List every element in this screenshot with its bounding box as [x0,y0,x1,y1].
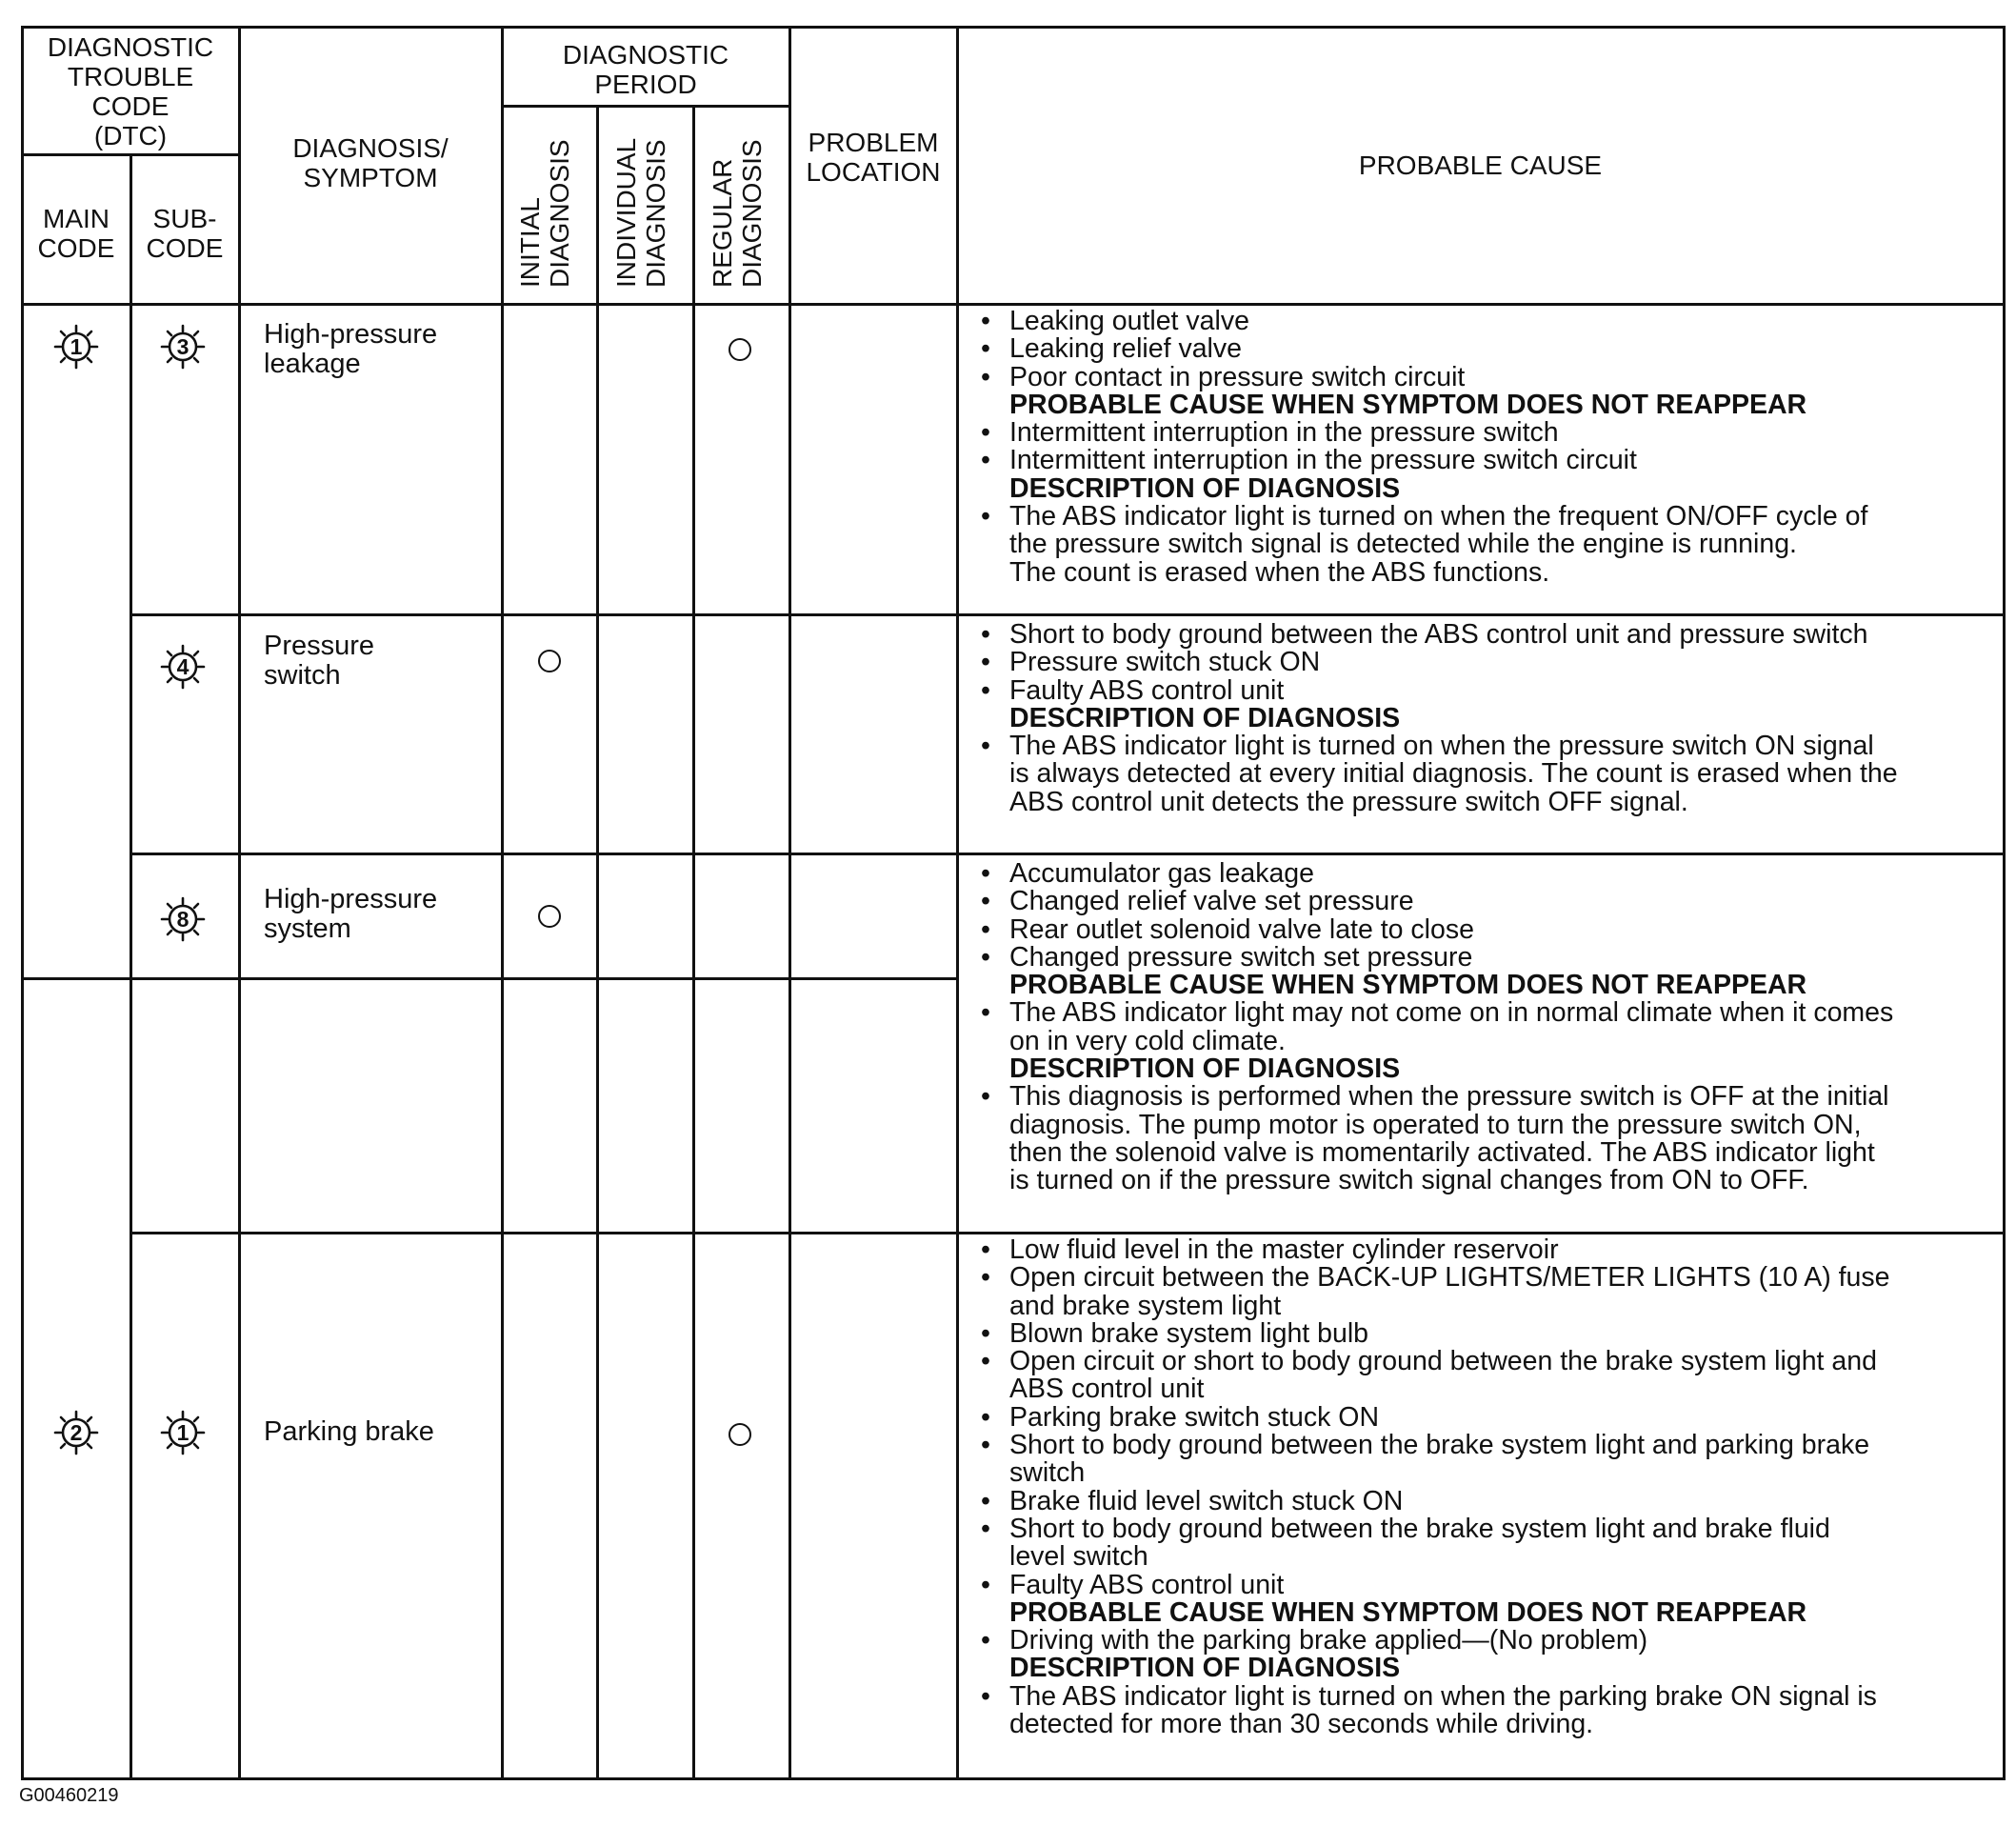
problem-header-line: PROBLEM [808,128,939,157]
sub-code-header-line: SUB- [152,204,217,233]
regular-header-line: DIAGNOSIS [737,139,767,288]
cause-heading: DESCRIPTION OF DIAGNOSIS [1009,702,1401,733]
cause-heading: DESCRIPTION OF DIAGNOSIS [1009,1653,1401,1684]
symptom-line: High-pressure [264,884,438,914]
symptom-parking-brake [264,1417,434,1447]
rule-row3 [21,977,958,980]
symptom-line: leakage [264,349,361,379]
symptom-line: Pressure [264,631,375,661]
diagnosis-header-line: SYMPTOM [303,163,438,192]
sub-code-8-icon [160,896,206,942]
individual-diagnosis-header [611,138,670,288]
rule-individual-regular [692,105,695,1780]
sub-code-header [131,204,238,263]
symptom-high-pressure-leakage [264,320,437,379]
main-code-1-icon [53,324,99,370]
cause-item: • Intermittent interruption in the pressure switch [981,419,1996,447]
rule-left [21,26,24,1780]
rule-main-sub [130,153,132,1780]
cause-continuation: is turned on if the pressure switch signal changes from ON to OFF. [1009,1165,1809,1196]
cause-heading: PROBABLE CAUSE WHEN SYMPTOM DOES NOT REAPPEAR [1009,389,1807,420]
cause-continuation: The count is erased when the ABS functions. [1009,556,1550,588]
svg-text:4: 4 [176,654,190,679]
probable-cause-header-text: PROBABLE CAUSE [1358,150,1603,180]
cause-item: • Open circuit or short to body ground between the brake system light and [981,1348,1996,1375]
cause-continuation: the pressure switch signal is detected while the engine is running. [1009,529,1797,560]
cause-heading: PROBABLE CAUSE WHEN SYMPTOM DOES NOT REAPPEAR [1009,1596,1807,1628]
cause-item: • Pressure switch stuck ON [981,649,1996,676]
sub-code-header-line: CODE [146,233,224,263]
cause-item: • The ABS indicator light is turned on when the parking brake ON signal is [981,1683,1996,1711]
cause-item: • Intermittent interruption in the pressure switch circuit [981,447,1996,474]
svg-text:1: 1 [176,1420,190,1445]
cause-item: • Poor contact in pressure switch circuit [981,364,1996,391]
main-code-2-icon [53,1410,99,1455]
cause-item: • This diagnosis is performed when the pressure switch is OFF at the initial [981,1083,1996,1111]
symptom-high-pressure-system [264,885,437,944]
cause-item: • The ABS indicator light may not come on in normal climate when it comes [981,999,1996,1027]
individual-header-line: INDIVIDUAL [611,137,641,288]
rule-row2 [130,853,2006,855]
rule-right [2003,26,2006,1780]
cause-continuation: level switch [1009,1541,1148,1573]
cause-item: • Short to body ground between the brake system light and brake fluid [981,1515,1996,1543]
problem-location-header [790,128,956,187]
cause-item: • Blown brake system light bulb [981,1320,1996,1348]
cause-item: • The ABS indicator light is turned on when the pressure switch ON signal [981,732,1996,760]
cause-item: • Changed pressure switch set pressure [981,944,1996,972]
individual-header-line: DIAGNOSIS [641,139,670,288]
cause-continuation: switch [1009,1457,1086,1489]
main-code-header-line: CODE [37,233,115,263]
rule-initial-individual [596,105,599,1780]
cause-item: • The ABS indicator light is turned on when the frequent ON/OFF cycle of [981,503,1996,531]
cause-item: • Leaking relief valve [981,335,1996,363]
svg-text:3: 3 [176,334,190,359]
regular-diagnosis-header [708,139,767,288]
dtc-header [23,32,238,150]
probable-cause-header [958,150,2003,180]
cause-item: • Leaking outlet valve [981,308,1996,335]
cause-continuation: on in very cold climate. [1009,1025,1286,1056]
cause-item: • Parking brake switch stuck ON [981,1404,1996,1432]
probable-cause-high-pressure-system [981,860,1996,1195]
rule-row1 [130,613,2006,616]
rule-top [21,26,2006,29]
cause-continuation: ABS control unit [1009,1374,1205,1405]
dtc-header-line: (DTC) [93,121,168,150]
rule-period [503,105,790,108]
period-header-line: PERIOD [594,70,697,99]
main-code-header [23,204,130,263]
cause-continuation: ABS control unit detects the pressure switch OFF signal. [1009,786,1688,817]
cause-heading: DESCRIPTION OF DIAGNOSIS [1009,472,1401,504]
cause-continuation: diagnosis. The pump motor is operated to turn the pressure switch ON, [1009,1109,1862,1140]
svg-text:2: 2 [70,1420,83,1445]
regular-diagnosis-mark [729,1423,751,1446]
cause-continuation: is always detected at every initial diagnosis. The count is erased when the [1009,758,1898,790]
symptom-line: Parking brake [264,1416,434,1447]
cause-item: • Changed relief valve set pressure [981,888,1996,915]
diagnosis-symptom-header [240,133,501,192]
cause-item: • Low fluid level in the master cylinder reservoir [981,1236,1996,1264]
regular-header-line: REGULAR [708,158,737,288]
rule-diag-initial [501,26,504,1780]
cause-continuation: then the solenoid valve is momentarily activated. The ABS indicator light [1009,1136,1875,1168]
regular-diagnosis-mark [729,338,751,361]
initial-diagnosis-mark [538,650,561,672]
sub-code-4-icon [160,644,206,690]
initial-diagnosis-mark [538,905,561,928]
problem-header-line: LOCATION [806,157,941,187]
symptom-line: High-pressure [264,319,438,350]
period-header-line: DIAGNOSTIC [562,40,729,70]
cause-item: • Short to body ground between the ABS control unit and pressure switch [981,621,1996,649]
probable-cause-pressure-switch [981,621,1996,816]
cause-item: • Faulty ABS control unit [981,1572,1996,1599]
rule-sub-diag [238,26,241,1780]
probable-cause-parking-brake [981,1236,1996,1738]
svg-text:8: 8 [176,907,190,932]
cause-item: • Rear outlet solenoid valve late to close [981,916,1996,944]
initial-header-line: DIAGNOSIS [545,139,574,288]
cause-item: • Short to body ground between the brake system light and parking brake [981,1432,1996,1459]
initial-header-line: INITIAL [515,197,545,288]
main-code-header-line: MAIN [43,204,110,233]
symptom-pressure-switch [264,632,374,691]
cause-heading: PROBABLE CAUSE WHEN SYMPTOM DOES NOT REAPPEAR [1009,970,1807,1001]
cause-heading: DESCRIPTION OF DIAGNOSIS [1009,1053,1401,1085]
probable-cause-high-pressure-leakage [981,308,1996,587]
cause-item: • Accumulator gas leakage [981,860,1996,888]
rule-bottom [21,1777,2006,1780]
sub-code-1-icon [160,1410,206,1455]
cause-continuation: and brake system light [1009,1290,1282,1321]
cause-item: • Open circuit between the BACK-UP LIGHTS/METER LIGHTS (10 A) fuse [981,1264,1996,1292]
initial-diagnosis-header [515,139,574,288]
symptom-line: switch [264,660,341,691]
cause-item: • Faulty ABS control unit [981,677,1996,705]
svg-text:1: 1 [70,334,83,359]
diagnosis-header-line: DIAGNOSIS/ [292,133,449,163]
sub-code-3-icon [160,324,206,370]
dtc-header-line: TROUBLE [67,62,194,91]
cause-continuation: detected for more than 30 seconds while driving. [1009,1709,1594,1740]
dtc-header-line: DIAGNOSTIC [47,32,214,62]
rule-problem-cause [956,26,959,1780]
cause-item: • Brake fluid level switch stuck ON [981,1488,1996,1515]
rule-regular-problem [788,26,791,1780]
diagnostic-period-header [503,40,788,99]
figure-id: G00460219 [19,1785,119,1806]
symptom-line: system [264,913,351,944]
cause-item: • Driving with the parking brake applied—(No problem) [981,1627,1996,1655]
dtc-header-line: CODE [91,91,170,121]
